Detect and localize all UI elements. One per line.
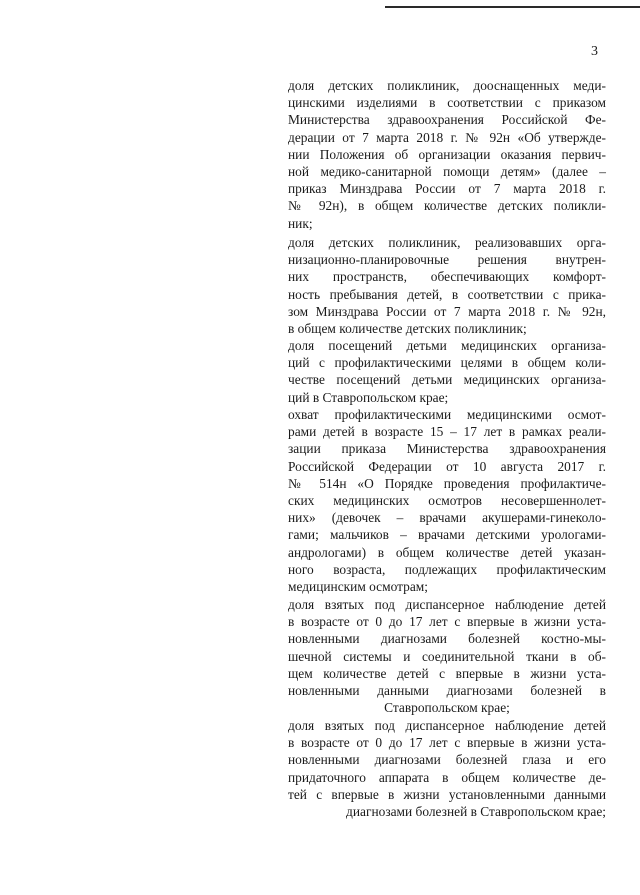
text-line: доля взятых под диспансерное наблюдение детей xyxy=(288,597,606,612)
text-line: дерации от 7 марта 2018 г. № 92н «Об утвержде- xyxy=(288,129,606,145)
text-line: в возрасте от 0 до 17 лет с впервые в жизни уста- xyxy=(288,735,606,751)
paragraph-pediatric-clinics-planning xyxy=(288,234,606,337)
text-line: ной медико-санитарной помощи детям» (далее – xyxy=(288,164,606,180)
text-line: нии Положения об организации оказания первич- xyxy=(288,146,606,162)
header-rule xyxy=(385,6,640,8)
text-line: охват профилактическими медицинскими осмот- xyxy=(288,407,606,422)
text-line: новленными данными диагнозами болезней в xyxy=(288,683,606,699)
text-line: Министерства здравоохранения Российской Фе- xyxy=(288,112,606,128)
text-line: тей с впервые в жизни установленными данными xyxy=(288,786,606,802)
text-line: новленными диагнозами болезней глаза и его xyxy=(288,752,606,768)
text-line: медицинским осмотрам; xyxy=(288,579,428,595)
text-line: № 92н), в общем количестве детских поликли- xyxy=(288,198,606,214)
paragraph-pediatric-clinics-equipment xyxy=(288,77,606,232)
text-line: гами; мальчиков – врачами детскими урологами- xyxy=(288,527,606,543)
text-line: зом Минздрава России от 7 марта 2018 г. № 92н, xyxy=(288,303,606,319)
text-line: Российской Федерации от 10 августа 2017 г. xyxy=(288,458,606,474)
text-line: них» (девочек – врачами акушерами-гинеколо- xyxy=(288,510,606,526)
text-line: андрологами) в общем количестве детей указан- xyxy=(288,544,606,560)
text-line: низационно-планировочные решения внутрен- xyxy=(288,252,606,268)
text-line: доля взятых под диспансерное наблюдение детей xyxy=(288,718,606,733)
text-line: в общем количестве детских поликлиник; xyxy=(288,321,527,337)
text-line: доля детских поликлиник, реализовавших орга- xyxy=(288,235,606,250)
text-line: новленными диагнозами болезней костно-мы- xyxy=(288,631,606,647)
text-line: приказ Минздрава России от 7 марта 2018 г. xyxy=(288,181,606,197)
text-line: щем количестве детей с впервые в жизни уста- xyxy=(288,665,606,681)
text-line: ник; xyxy=(288,215,313,231)
text-line: № 514н «О Порядке проведения профилактиче- xyxy=(288,475,606,491)
text-line: доля посещений детьми медицинских организа- xyxy=(288,338,606,353)
text-line: ность пребывания детей, в соответствии с прика- xyxy=(288,286,606,302)
paragraph-preventive-exams-coverage xyxy=(288,406,606,595)
text-line: доля детских поликлиник, дооснащенных меди- xyxy=(288,78,606,93)
paragraph-eye-diseases-observation xyxy=(288,717,606,820)
paragraph-preventive-visits xyxy=(288,337,606,406)
text-line: рами детей в возрасте 15 – 17 лет в рамках реали- xyxy=(288,424,606,440)
text-line: Ставропольском крае; xyxy=(384,700,510,716)
text-line: ного возраста, подлежащих профилактическим xyxy=(288,561,606,577)
text-line: зации приказа Министерства здравоохранения xyxy=(288,441,606,457)
text-line: шечной системы и соединительной ткани в об- xyxy=(288,648,606,664)
text-line: в возрасте от 0 до 17 лет с впервые в жизни уста- xyxy=(288,614,606,630)
text-line: честве посещений детьми медицинских организа- xyxy=(288,372,606,388)
page-number: 3 xyxy=(591,44,598,59)
paragraph-musculoskeletal-observation xyxy=(288,596,606,716)
text-line: придаточного аппарата в общем количестве де- xyxy=(288,769,606,785)
text-line: цинскими изделиями в соответствии с приказом xyxy=(288,95,606,111)
text-line: ций в Ставропольском крае; xyxy=(288,389,449,405)
text-line: них пространств, обеспечивающих комфорт- xyxy=(288,269,606,285)
text-line: ций с профилактическими целями в общем коли- xyxy=(288,355,606,371)
text-line: ских медицинских осмотров несовершеннолет- xyxy=(288,493,606,509)
text-line: диагнозами болезней в Ставропольском крае; xyxy=(346,804,606,820)
